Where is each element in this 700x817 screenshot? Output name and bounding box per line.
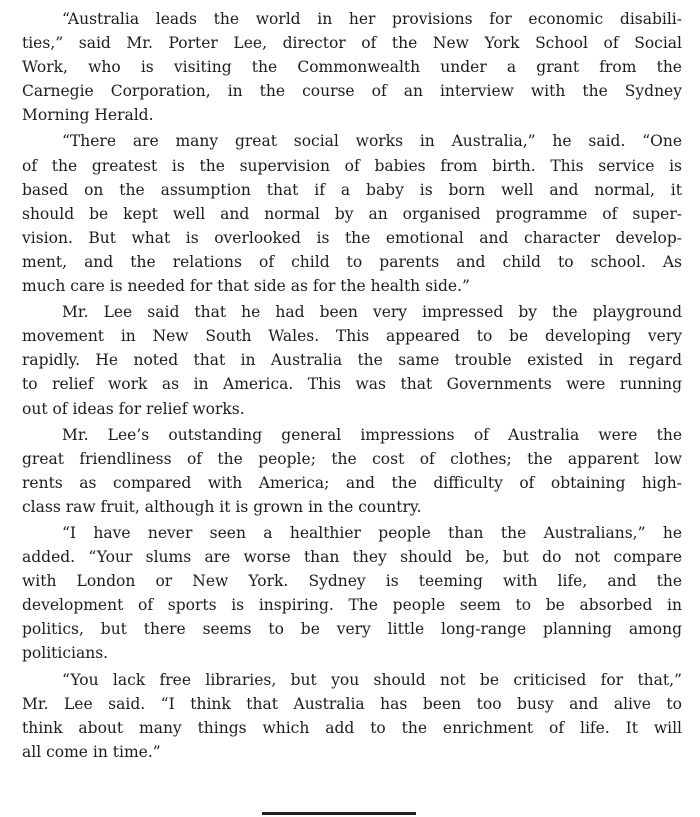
paragraph-1 <box>22 7 682 127</box>
text-line: “Australia leads the world in her provisions for economic disabili- <box>62 10 682 28</box>
text-line: Carnegie Corporation, in the course of an interview with the Sydney <box>22 82 682 101</box>
text-line: ment, and the relations of child to parents and child to school. As <box>22 252 682 271</box>
text-line: out of ideas for relief works. <box>22 399 245 418</box>
text-line: Mr. Lee said that he had been very impressed by the playground <box>62 303 682 322</box>
text-line: “You lack free libraries, but you should not be criticised for that,” <box>62 670 682 689</box>
text-line: added. “Your slums are worse than they should be, but do not compare <box>22 548 682 567</box>
section-divider <box>262 812 416 815</box>
article-text <box>22 7 682 766</box>
text-line: based on the assumption that if a baby is born well and normal, it <box>22 180 682 199</box>
text-line: “I have never seen a healthier people than the Australians,” he <box>62 523 682 542</box>
text-line: all come in time.” <box>22 742 161 761</box>
paragraph-3 <box>22 300 682 420</box>
text-line: class raw fruit, although it is grown in the country. <box>22 497 422 516</box>
text-line: great friendliness of the people; the cost of clothes; the apparent low <box>22 449 682 468</box>
text-line: rapidly. He noted that in Australia the same trouble existed in regard <box>22 351 682 370</box>
text-line: much care is needed for that side as for the health side.” <box>22 277 470 296</box>
text-line: ties,” said Mr. Porter Lee, director of the New York School of Social <box>22 34 682 53</box>
paragraph-4 <box>22 423 682 519</box>
text-line: “There are many great social works in Australia,” he said. “One <box>62 132 682 151</box>
text-line: should be kept well and normal by an organised programme of super- <box>22 204 682 223</box>
text-line: politics, but there seems to be very little long-range planning among <box>22 620 682 639</box>
text-line: of the greatest is the supervision of babies from birth. This service is <box>22 156 682 175</box>
text-line: Work, who is visiting the Commonwealth under a grant from the <box>22 58 682 77</box>
text-line: Morning Herald. <box>22 106 154 125</box>
text-line: vision. But what is overlooked is the emotional and character develop- <box>22 228 682 247</box>
text-line: think about many things which add to the enrichment of life. It will <box>22 718 682 737</box>
text-line: rents as compared with America; and the difficulty of obtaining high- <box>22 473 682 492</box>
text-line: development of sports is inspiring. The people seem to be absorbed in <box>22 596 682 615</box>
text-line: Mr. Lee’s outstanding general impressions of Australia were the <box>62 425 682 444</box>
paragraph-5 <box>22 521 682 666</box>
paragraph-6 <box>22 668 682 764</box>
text-line: with London or New York. Sydney is teeming with life, and the <box>22 572 682 591</box>
text-line: politicians. <box>22 644 109 663</box>
text-line: to relief work as in America. This was that Governments were running <box>22 375 682 394</box>
paragraph-2 <box>22 129 682 298</box>
text-line: Mr. Lee said. “I think that Australia has been too busy and alive to <box>22 694 682 713</box>
text-line: movement in New South Wales. This appeared to be developing very <box>22 327 682 346</box>
